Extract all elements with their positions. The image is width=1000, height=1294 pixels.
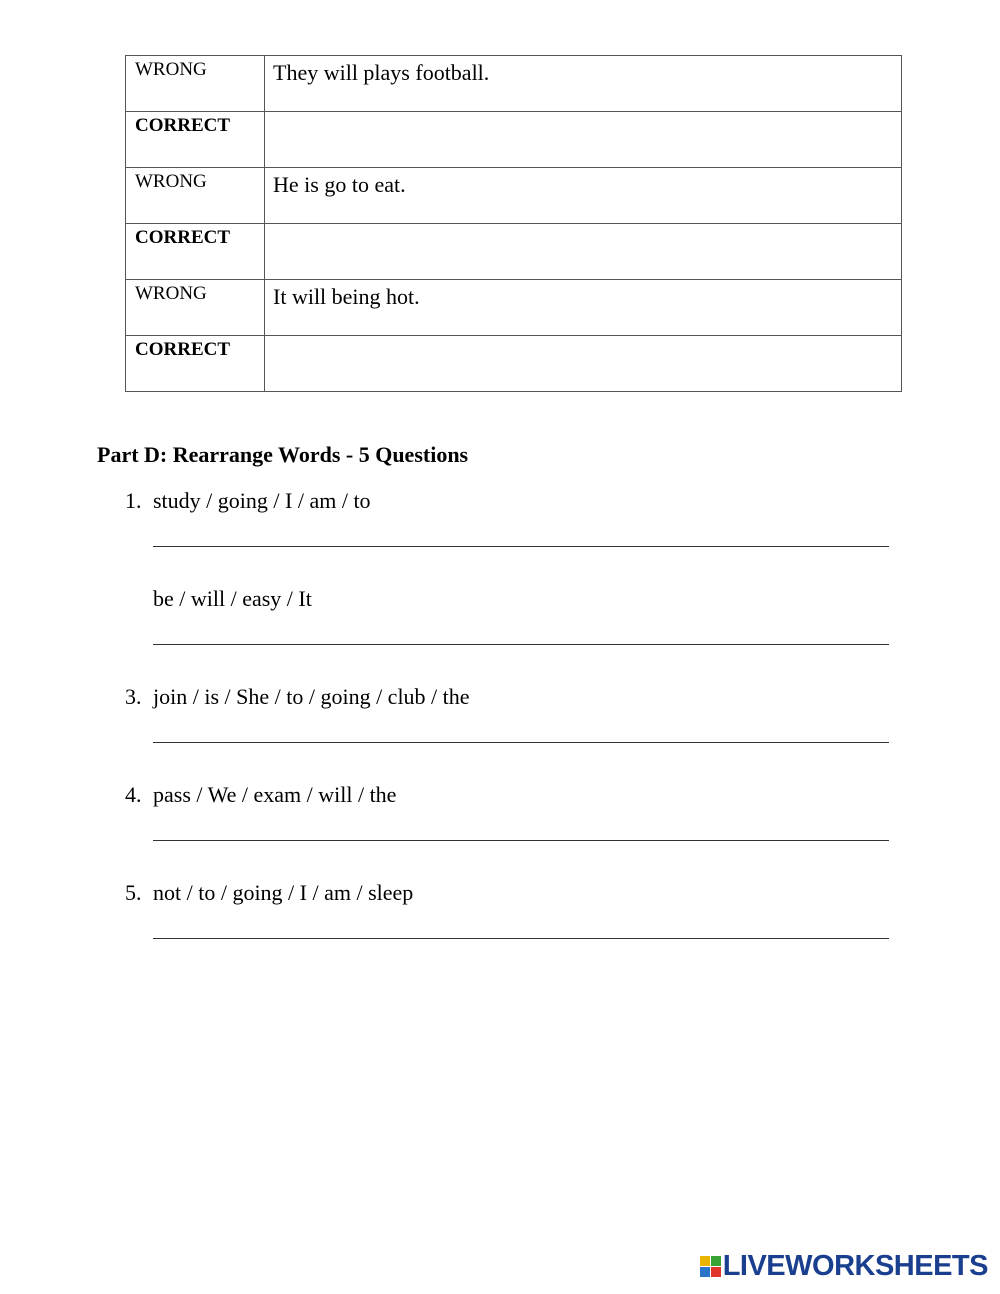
question-number: 3. <box>125 684 142 709</box>
answer-line[interactable] <box>153 742 889 743</box>
question-number: 5. <box>125 880 142 905</box>
correct-answer-field[interactable] <box>265 112 902 168</box>
brand-name: LIVEWORKSHEETS <box>722 1250 988 1282</box>
answer-line[interactable] <box>153 546 889 547</box>
row-label-wrong: WRONG <box>126 56 265 112</box>
question-words: not / to / going / I / am / sleep <box>153 880 414 905</box>
question-item <box>125 586 895 612</box>
wrong-sentence: He is go to eat. <box>265 168 902 224</box>
correct-answer-field[interactable] <box>265 336 902 392</box>
row-label-correct: CORRECT <box>126 224 265 280</box>
question-words: join / is / She / to / going / club / the <box>153 684 470 709</box>
table-row <box>126 280 902 336</box>
row-label-wrong: WRONG <box>126 280 265 336</box>
corrections-table <box>125 55 902 392</box>
table-row <box>126 336 902 392</box>
wrong-sentence: They will plays football. <box>265 56 902 112</box>
table-row <box>126 56 902 112</box>
question-words: study / going / I / am / to <box>153 488 371 513</box>
table-row <box>126 112 902 168</box>
section-title: Part D: Rearrange Words - 5 Questions <box>97 442 469 467</box>
wrong-sentence: It will being hot. <box>265 280 902 336</box>
liveworksheets-logo-icon <box>700 1256 721 1277</box>
table-row <box>126 224 902 280</box>
table-row <box>126 168 902 224</box>
correct-answer-field[interactable] <box>265 224 902 280</box>
question-item <box>125 684 895 710</box>
answer-line[interactable] <box>153 644 889 645</box>
question-number: 1. <box>125 488 142 513</box>
question-words: pass / We / exam / will / the <box>153 782 397 807</box>
question-words: be / will / easy / It <box>153 586 312 611</box>
question-item <box>125 880 895 906</box>
row-label-correct: CORRECT <box>126 336 265 392</box>
answer-line[interactable] <box>153 840 889 841</box>
answer-line[interactable] <box>153 938 889 939</box>
row-label-correct: CORRECT <box>126 112 265 168</box>
liveworksheets-brand <box>700 1250 988 1283</box>
row-label-wrong: WRONG <box>126 168 265 224</box>
question-item <box>125 782 895 808</box>
question-item <box>125 488 895 514</box>
question-number: 4. <box>125 782 142 807</box>
